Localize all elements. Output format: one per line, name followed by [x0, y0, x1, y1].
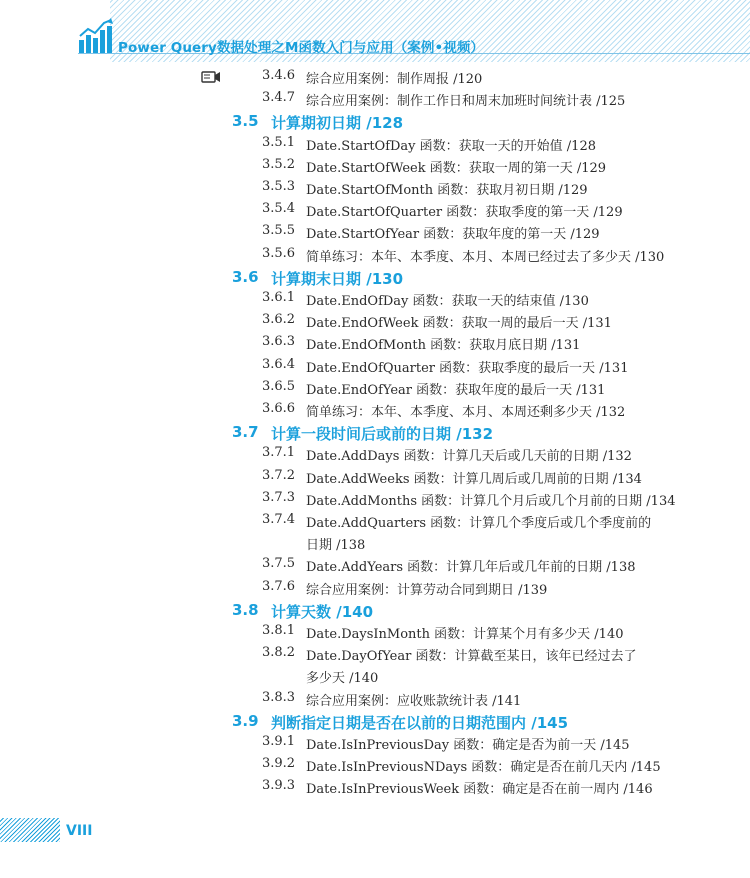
toc-entry-number: 3.5.4 [262, 201, 296, 217]
toc-section-number: 3.9 [232, 711, 259, 730]
toc-entry-number: 3.6.2 [262, 312, 296, 328]
toc-entry-title: Date.EndOfMonth 函数：获取月底日期 /131 [306, 338, 581, 354]
toc-entry-number: 3.7.1 [262, 445, 296, 461]
toc-entry-title: 综合应用案例：制作工作日和周末加班时间统计表 /125 [306, 94, 626, 110]
toc-section-number: 3.5 [232, 112, 259, 131]
toc-entry-title: Date.AddMonths 函数：计算几个月后或几个月前的日期 /134 [306, 493, 676, 509]
page-header [0, 0, 750, 62]
toc-entry-title: Date.StartOfWeek 函数：获取一周的第一天 /129 [306, 160, 607, 176]
toc-entry-number: 3.5.3 [262, 179, 296, 194]
toc-entry-number: 3.7.5 [262, 556, 296, 572]
toc-section-title: 判断指定日期是否在以前的日期范围内 /145 [271, 713, 569, 732]
bar-chart-logo-icon [78, 18, 114, 54]
toc-section-title: 计算期末日期 /130 [271, 269, 404, 288]
toc-entry-title: 多少天 /140 [306, 671, 379, 687]
toc-entry-title: Date.AddQuarters 函数：计算几个季度后或几个季度前的 [306, 516, 652, 531]
toc-entry-title: Date.DayOfYear 函数：计算截至某日，该年已经过去了 [306, 649, 637, 665]
toc-section-title: 计算一段时间后或前的日期 /132 [271, 425, 494, 444]
toc-entry-number: 3.5.6 [262, 245, 296, 261]
toc-entry-title: Date.AddYears 函数：计算几年后或几年前的日期 /138 [306, 560, 636, 576]
toc-entry-title: 日期 /138 [306, 538, 366, 554]
toc-entry-title: Date.EndOfYear 函数：获取年度的最后一天 /131 [306, 382, 606, 398]
toc-entry-title: 综合应用案例：制作周报 /120 [306, 72, 483, 87]
toc-entry-title: Date.DaysInMonth 函数：计算某个月有多少天 /140 [306, 627, 624, 642]
toc-section-title: 计算期初日期 /128 [271, 114, 404, 133]
toc-entry-title: Date.StartOfYear 函数：获取年度的第一天 /129 [306, 227, 600, 243]
toc-entry-number: 3.5.2 [262, 156, 296, 172]
toc-entry-title: Date.AddWeeks 函数：计算几周后或几周前的日期 /134 [306, 471, 642, 487]
toc-entry-number: 3.9.3 [262, 778, 296, 794]
toc-entry-title: 综合应用案例：应收账款统计表 /141 [306, 693, 522, 709]
toc-entry-title: Date.IsInPreviousDay 函数：确定是否为前一天 /145 [306, 738, 630, 753]
toc-entry-number: 3.7.6 [262, 578, 296, 594]
toc-entry-number: 3.4.7 [262, 90, 296, 106]
toc-section-number: 3.8 [232, 600, 259, 619]
toc-entry-number: 3.6.5 [262, 378, 296, 394]
footer-hatch [0, 818, 60, 842]
toc-entry-title: Date.StartOfMonth 函数：获取月初日期 /129 [306, 183, 588, 198]
toc-entry-number: 3.5.1 [262, 134, 296, 150]
toc-entry-number: 3.7.2 [262, 467, 296, 483]
toc-entry-number: 3.6.4 [262, 356, 296, 372]
video-icon [201, 70, 221, 84]
toc-entry-number: 3.8.3 [262, 689, 296, 705]
toc-section-number: 3.6 [232, 267, 259, 286]
toc-entry-title: 简单练习：本年、本季度、本月、本周还剩多少天 /132 [306, 405, 626, 420]
toc-entry-title: Date.EndOfQuarter 函数：获取季度的最后一天 /131 [306, 360, 629, 376]
toc-entry-number: 3.4.6 [262, 68, 296, 83]
toc-entry-number: 3.7.3 [262, 489, 296, 505]
toc-entry-title: Date.StartOfDay 函数：获取一天的开始值 /128 [306, 138, 596, 154]
book-title: Power Query数据处理之M函数入门与应用（案例•视频） [118, 40, 485, 56]
toc-entry-number: 3.9.2 [262, 756, 296, 772]
toc-section-number: 3.7 [232, 423, 259, 442]
toc-entry-title: Date.EndOfWeek 函数：获取一周的最后一天 /131 [306, 316, 612, 332]
toc-entry-title: 简单练习：本年、本季度、本月、本周已经过去了多少天 /130 [306, 249, 665, 265]
toc-entry-number: 3.9.1 [262, 734, 296, 749]
toc-entry-title: Date.EndOfDay 函数：获取一天的结束值 /130 [306, 294, 589, 309]
toc-entry-number: 3.5.5 [262, 223, 296, 239]
page-number: VIII [66, 823, 93, 839]
toc-entry-number: 3.6.1 [262, 290, 296, 305]
toc-entry-title: Date.AddDays 函数：计算几天后或几天前的日期 /132 [306, 449, 632, 465]
toc-entry-number: 3.6.3 [262, 334, 296, 350]
toc-entry-number: 3.8.1 [262, 623, 296, 638]
toc-entry-title: Date.StartOfQuarter 函数：获取季度的第一天 /129 [306, 205, 623, 221]
toc-entry-title: Date.IsInPreviousWeek 函数：确定是否在前一周内 /146 [306, 782, 653, 798]
toc-entry-number: 3.7.4 [262, 512, 296, 527]
toc-section-title: 计算天数 /140 [271, 602, 374, 621]
toc-entry-number: 3.6.6 [262, 401, 296, 416]
toc-entry-number: 3.8.2 [262, 645, 296, 661]
toc-entry-title: Date.IsInPreviousNDays 函数：确定是否在前几天内 /145 [306, 760, 661, 776]
toc-entry-title: 综合应用案例：计算劳动合同到期日 /139 [306, 582, 548, 598]
